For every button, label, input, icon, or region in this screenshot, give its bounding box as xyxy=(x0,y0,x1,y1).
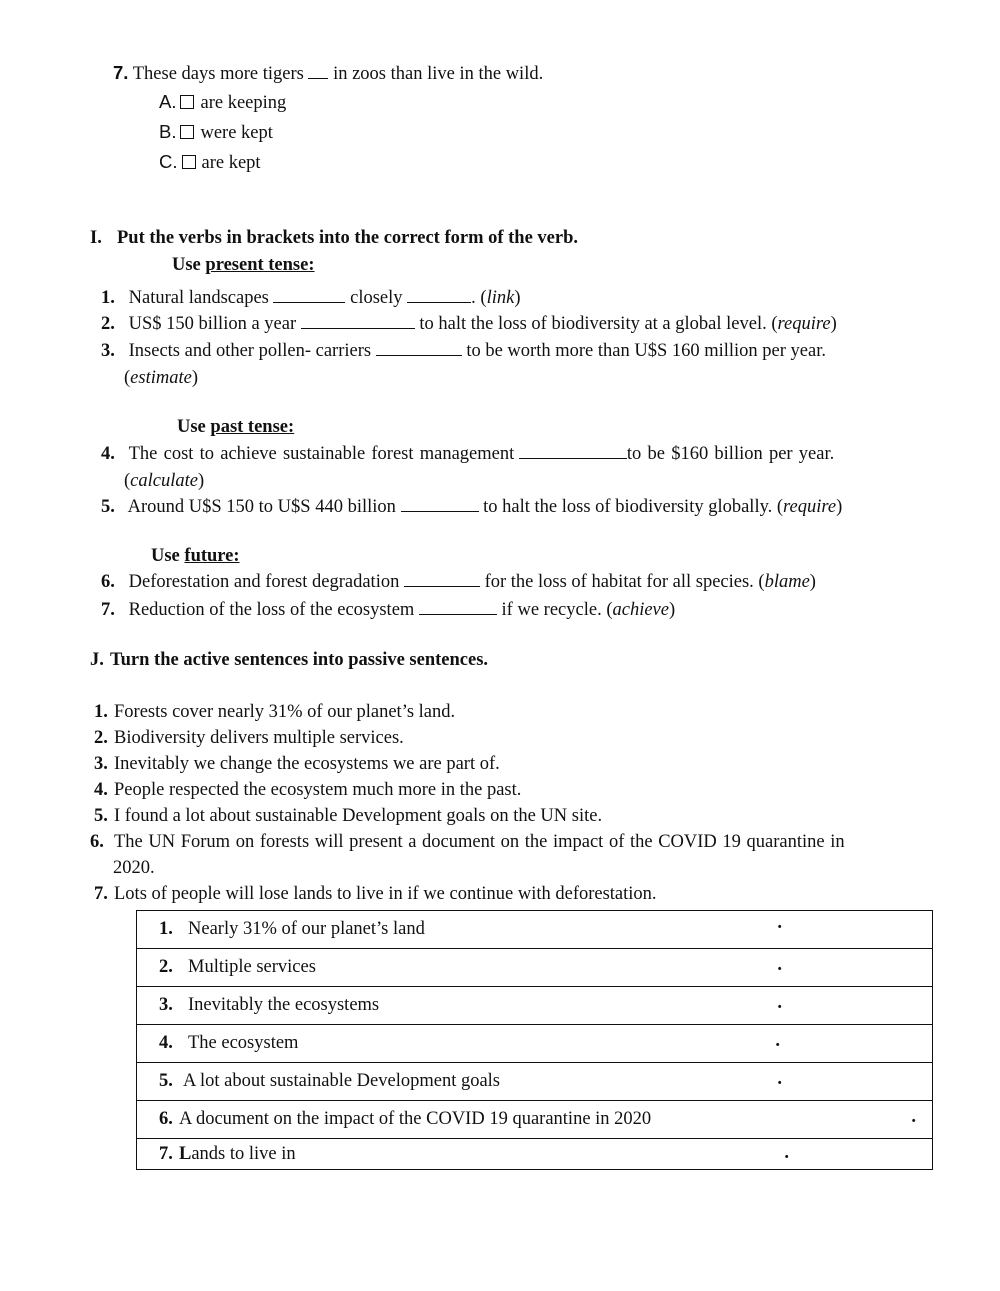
item-text: ) xyxy=(514,288,521,308)
item-text: if we recycle. ( xyxy=(501,600,613,620)
item-number: 2. xyxy=(101,314,115,334)
answer-prompt: A document on the impact of the COVID 19 quarantine in 2020 xyxy=(179,1109,652,1129)
item-text: Natural landscapes xyxy=(128,288,269,308)
item-number: 5. xyxy=(94,806,108,826)
future-tense-label xyxy=(151,546,240,567)
present-tense-label xyxy=(172,255,315,276)
section-title: Put the verbs in brackets into the correct form of the verb. xyxy=(117,228,579,248)
table-row xyxy=(137,1063,933,1101)
sentence-end-dot: . xyxy=(775,1031,780,1051)
answer-prompt-initial: L xyxy=(179,1143,192,1164)
item-text: Deforestation and forest degradation xyxy=(128,572,400,592)
answer-blank[interactable] xyxy=(301,314,415,329)
option-b[interactable] xyxy=(159,121,273,144)
answer-blank[interactable] xyxy=(273,288,345,303)
section-label: I. xyxy=(90,228,102,248)
verb-item-3-cont xyxy=(124,368,198,389)
answer-prompt: A lot about sustainable Development goals xyxy=(183,1071,501,1091)
verb-hint: achieve xyxy=(612,600,669,620)
option-text: are kept xyxy=(201,153,261,173)
answer-blank[interactable] xyxy=(376,341,462,356)
active-sentence-4 xyxy=(94,780,521,801)
checkbox-icon[interactable] xyxy=(180,95,194,109)
verb-item-7 xyxy=(101,600,675,621)
sentence-text: Lots of people will lose lands to live in if we continue with deforestation. xyxy=(114,884,657,904)
answer-blank[interactable] xyxy=(308,64,328,79)
item-number: 5. xyxy=(101,497,115,517)
table-row xyxy=(137,949,933,987)
passive-answer-table xyxy=(136,910,933,1170)
item-number: 7. xyxy=(159,1143,173,1164)
active-sentence-6 xyxy=(90,832,845,853)
active-sentence-6-cont xyxy=(113,858,155,879)
item-text: US$ 150 billion a year xyxy=(128,314,297,334)
item-text: . ( xyxy=(471,288,487,308)
answer-cell[interactable] xyxy=(137,987,933,1025)
active-sentence-1 xyxy=(94,702,455,723)
item-text: Around U$S 150 to U$S 440 billion xyxy=(127,497,396,517)
item-text: for the loss of habitat for all species. ( xyxy=(484,572,765,592)
sentence-text: Inevitably we change the ecosystems we are part of. xyxy=(114,754,500,774)
option-text: are keeping xyxy=(200,93,287,113)
verb-item-1 xyxy=(101,288,520,309)
answer-cell[interactable] xyxy=(137,1063,933,1101)
table-row xyxy=(137,1139,933,1170)
item-text: ) xyxy=(830,314,837,334)
answer-blank[interactable] xyxy=(404,572,480,587)
use-word: Use xyxy=(177,417,206,437)
item-number: 1. xyxy=(101,288,115,308)
table-row xyxy=(137,1101,933,1139)
item-number: 3. xyxy=(159,995,173,1015)
item-text: Insects and other pollen- carriers xyxy=(128,341,372,361)
verb-hint: link xyxy=(486,288,515,308)
question-number: 7. xyxy=(113,62,129,83)
answer-prompt: ands to live in xyxy=(191,1143,296,1164)
answer-blank[interactable] xyxy=(419,600,497,615)
verb-item-4-cont xyxy=(124,471,204,492)
section-title: Turn the active sentences into passive sentences. xyxy=(110,650,489,670)
answer-prompt: Nearly 31% of our planet’s land xyxy=(188,919,425,939)
answer-prompt: The ecosystem xyxy=(188,1033,299,1053)
section-label: J. xyxy=(90,650,104,670)
table-row xyxy=(137,1025,933,1063)
option-letter: C. xyxy=(159,151,178,172)
item-text: closely xyxy=(350,288,403,308)
option-letter: A. xyxy=(159,91,177,112)
answer-prompt: Inevitably the ecosystems xyxy=(188,995,380,1015)
sentence-end-dot: . xyxy=(777,955,782,975)
question-stem-start: These days more tigers xyxy=(132,64,304,84)
active-sentence-7 xyxy=(94,884,657,905)
item-number: 4. xyxy=(159,1033,173,1053)
tense-name: future: xyxy=(184,546,240,566)
sentence-end-dot: . xyxy=(784,1143,789,1163)
table-row xyxy=(137,911,933,949)
item-text: to be $160 billion per year. xyxy=(626,444,835,464)
option-c[interactable] xyxy=(159,151,261,174)
sentence-text: 2020. xyxy=(113,858,155,878)
past-tense-label xyxy=(177,417,294,438)
verb-item-2 xyxy=(101,314,837,335)
verb-item-4 xyxy=(101,444,834,465)
active-sentence-3 xyxy=(94,754,500,775)
checkbox-icon[interactable] xyxy=(180,125,194,139)
question-7 xyxy=(113,62,543,85)
checkbox-icon[interactable] xyxy=(182,155,196,169)
item-number: 3. xyxy=(101,341,115,361)
tense-name: present tense: xyxy=(205,255,315,275)
sentence-text: I found a lot about sustainable Development goals on the UN site. xyxy=(114,806,603,826)
section-j-heading xyxy=(90,650,488,671)
item-number: 3. xyxy=(94,754,108,774)
option-a[interactable] xyxy=(159,91,286,114)
verb-hint: estimate xyxy=(130,368,192,388)
verb-hint: blame xyxy=(764,572,810,592)
sentence-text: Forests cover nearly 31% of our planet’s land. xyxy=(114,702,456,722)
sentence-end-dot: . xyxy=(777,913,782,933)
item-number: 1. xyxy=(94,702,108,722)
item-number: 4. xyxy=(101,444,115,464)
item-number: 1. xyxy=(159,919,173,939)
option-letter: B. xyxy=(159,121,177,142)
item-number: 2. xyxy=(159,957,173,977)
verb-item-6 xyxy=(101,572,816,593)
item-number: 5. xyxy=(159,1071,173,1091)
item-number: 6. xyxy=(90,832,104,852)
item-text: ) xyxy=(197,471,205,491)
item-text: The cost to achieve sustainable forest management xyxy=(128,444,515,464)
item-number: 7. xyxy=(101,600,115,620)
active-sentence-2 xyxy=(94,728,404,749)
sentence-text: People respected the ecosystem much more in the past. xyxy=(114,780,522,800)
item-text: ( xyxy=(124,368,131,388)
use-word: Use xyxy=(151,546,180,566)
verb-hint: require xyxy=(777,314,831,334)
item-text: ) xyxy=(836,497,843,517)
use-word: Use xyxy=(172,255,201,275)
verb-hint: require xyxy=(783,497,837,517)
item-text: to be worth more than U$S 160 million per year. xyxy=(466,341,826,361)
item-text: ) xyxy=(809,572,816,592)
item-number: 4. xyxy=(94,780,108,800)
verb-hint: calculate xyxy=(130,471,198,491)
item-text: Reduction of the loss of the ecosystem xyxy=(128,600,415,620)
sentence-end-dot: . xyxy=(777,993,782,1013)
item-number: 6. xyxy=(159,1109,173,1129)
table-row xyxy=(137,987,933,1025)
answer-blank[interactable] xyxy=(401,497,479,512)
sentence-text: Biodiversity delivers multiple services. xyxy=(114,728,404,748)
tense-name: past tense: xyxy=(210,417,295,437)
answer-cell[interactable] xyxy=(137,1101,933,1139)
item-text: ) xyxy=(191,368,198,388)
sentence-end-dot: . xyxy=(911,1107,916,1127)
answer-cell[interactable] xyxy=(137,1025,933,1063)
item-text: to halt the loss of biodiversity globally. ( xyxy=(483,497,784,517)
answer-prompt: Multiple services xyxy=(188,957,316,977)
item-text: ( xyxy=(124,471,131,491)
section-i-heading xyxy=(90,228,578,249)
sentence-text: The UN Forum on forests will present a document on the impact of the COVID 19 quarantine in xyxy=(114,832,845,852)
verb-item-5 xyxy=(101,497,842,518)
sentence-end-dot: . xyxy=(777,1069,782,1089)
answer-blank[interactable] xyxy=(519,444,627,459)
active-sentence-5 xyxy=(94,806,602,827)
answer-cell[interactable] xyxy=(137,911,933,949)
item-text: to halt the loss of biodiversity at a global level. ( xyxy=(419,314,778,334)
answer-blank[interactable] xyxy=(407,288,471,303)
answer-cell[interactable] xyxy=(137,949,933,987)
option-text: were kept xyxy=(200,123,273,143)
verb-item-3 xyxy=(101,341,826,362)
item-number: 2. xyxy=(94,728,108,748)
item-number: 7. xyxy=(94,884,108,904)
item-number: 6. xyxy=(101,572,115,592)
question-stem-end: in zoos than live in the wild. xyxy=(333,64,544,84)
item-text: ) xyxy=(668,600,676,620)
answer-cell[interactable] xyxy=(137,1139,933,1170)
